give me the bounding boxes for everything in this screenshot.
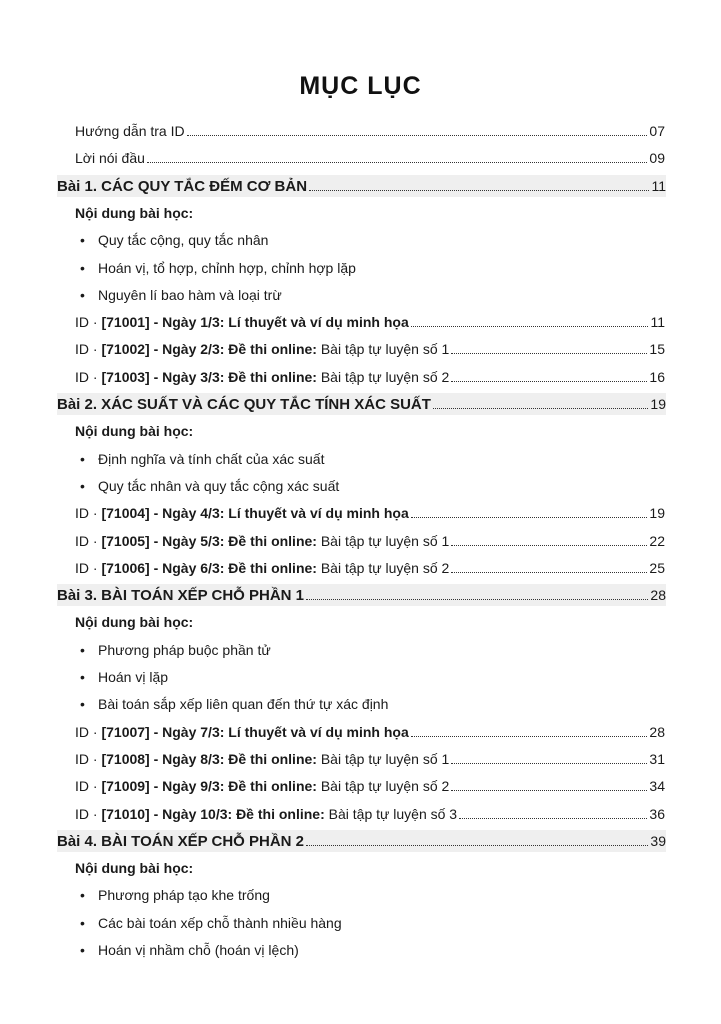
page-number: 28 [650, 587, 666, 604]
toc-entry-text [75, 122, 185, 140]
id-bold-text: [71003] - Ngày 3/3: Đề thi online: [101, 368, 317, 385]
content-label: Nội dung bài học: [75, 860, 194, 877]
lesson-heading-text [57, 585, 304, 607]
dot-leader [309, 190, 649, 191]
bullet-icon: • [80, 259, 85, 276]
bullet-text: Quy tắc nhân và quy tắc cộng xác suất [98, 477, 340, 494]
dot-leader [451, 353, 647, 354]
id-bold-text: [71006] - Ngày 6/3: Đề thi online: [101, 559, 317, 576]
bullet-item [80, 231, 268, 249]
page-number: 19 [650, 396, 666, 412]
page-number: 31 [649, 750, 665, 767]
id-entry[interactable] [75, 777, 665, 795]
dot-leader [451, 790, 647, 791]
bullet-item [80, 477, 339, 495]
dot-leader [411, 736, 648, 737]
id-entry-text [75, 504, 409, 522]
toc-entry-text [75, 149, 145, 167]
bullet-item [80, 641, 271, 659]
lesson-title: Bài 1. CÁC QUY TẮC ĐẾM CƠ BẢN [57, 177, 308, 195]
id-entry-text [75, 805, 457, 823]
page-number: 39 [650, 832, 666, 849]
id-entry-text [75, 723, 409, 741]
id-entry-text [75, 559, 449, 577]
id-entry[interactable] [75, 559, 665, 577]
entry-title: Lời nói đầu [75, 150, 145, 167]
id-normal-text: Bài tập tự luyện số 1 [316, 750, 450, 767]
lesson-title: Bài 4. BÀI TOÁN XẾP CHỖ PHẦN 2 [57, 832, 305, 850]
bullet-text: Các bài toán xếp chỗ thành nhiều hàng [98, 914, 342, 931]
lesson-heading-text [57, 176, 307, 198]
id-entry-text [75, 532, 449, 550]
id-entry[interactable] [75, 504, 665, 522]
page-number: 19 [649, 505, 665, 522]
dot-leader [451, 572, 647, 573]
id-entry-text [75, 313, 409, 331]
id-prefix: ID · [75, 723, 102, 740]
bullet-icon: • [80, 450, 85, 467]
dot-leader [187, 135, 648, 136]
id-prefix: ID · [75, 314, 102, 331]
id-entry[interactable] [75, 340, 665, 358]
id-entry[interactable] [75, 805, 665, 823]
toc-entry[interactable] [75, 149, 665, 167]
id-prefix: ID · [75, 559, 102, 576]
bullet-text: Phương pháp tạo khe trống [98, 887, 270, 904]
id-entry-text [75, 340, 449, 358]
dot-leader [459, 818, 647, 819]
id-entry-text [75, 777, 449, 795]
bullet-icon: • [80, 914, 85, 931]
lesson-heading-text [57, 831, 304, 853]
id-entry[interactable] [75, 750, 665, 768]
dot-leader [411, 517, 648, 518]
entry-title: Hướng dẫn tra ID [75, 123, 185, 139]
dot-leader [451, 763, 647, 764]
bullet-icon: • [80, 286, 85, 303]
page-number: 28 [649, 723, 665, 740]
bullet-item [80, 450, 324, 468]
bullet-text: Hoán vị, tổ hợp, chỉnh hợp, chỉnh hợp lặp [98, 259, 356, 276]
id-prefix: ID · [75, 368, 102, 385]
id-entry[interactable] [75, 368, 665, 386]
lesson-heading[interactable] [57, 584, 666, 606]
dot-leader [147, 162, 648, 163]
id-bold-text: [71005] - Ngày 5/3: Đề thi online: [101, 532, 317, 549]
bullet-text: Nguyên lí bao hàm và loại trừ [98, 286, 282, 303]
bullet-item [80, 286, 282, 304]
id-bold-text: [71009] - Ngày 9/3: Đề thi online: [101, 778, 317, 795]
bullet-icon: • [80, 942, 85, 958]
id-normal-text: Bài tập tự luyện số 2 [316, 559, 450, 576]
bullet-text: Định nghĩa và tính chất của xác suất [98, 450, 325, 467]
bullet-item [80, 668, 168, 686]
page-number: 34 [649, 778, 665, 795]
id-prefix: ID · [75, 532, 102, 549]
page-number: 09 [649, 150, 665, 167]
page-title: MỤC LỤC [299, 72, 422, 100]
bullet-item [80, 914, 342, 932]
page-number: 22 [649, 532, 665, 549]
bullet-icon: • [80, 696, 85, 713]
bullet-text: Hoán vị lặp [98, 669, 169, 685]
id-prefix: ID · [75, 805, 102, 822]
bullet-icon: • [80, 669, 85, 685]
lesson-heading[interactable] [57, 175, 666, 197]
dot-leader [306, 599, 648, 600]
toc-entry[interactable] [75, 122, 665, 140]
lesson-heading[interactable] [57, 830, 666, 852]
bullet-icon: • [80, 887, 85, 904]
page-number: 25 [649, 559, 665, 576]
id-entry-text [75, 368, 449, 386]
id-normal-text: Bài tập tự luyện số 3 [324, 805, 458, 822]
page-number: 07 [649, 123, 665, 139]
bullet-icon: • [80, 641, 85, 658]
bullet-text: Hoán vị nhầm chỗ (hoán vị lệch) [98, 942, 299, 958]
page-number: 16 [649, 368, 665, 385]
bullet-item [80, 941, 299, 959]
content-label: Nội dung bài học: [75, 204, 194, 221]
id-normal-text: Bài tập tự luyện số 1 [316, 532, 450, 549]
id-bold-text: [71002] - Ngày 2/3: Đề thi online: [101, 341, 317, 358]
lesson-heading-text [57, 394, 431, 416]
bullet-text: Phương pháp buộc phần tử [98, 641, 271, 658]
page-number: 11 [650, 314, 665, 331]
id-prefix: ID · [75, 505, 102, 522]
page-number: 11 [651, 177, 666, 194]
lesson-title: Bài 2. XÁC SUẤT VÀ CÁC QUY TẮC TÍNH XÁC SUẤT [57, 396, 431, 413]
lesson-heading[interactable] [57, 393, 666, 415]
bullet-text: Bài toán sắp xếp liên quan đến thứ tự xác định [98, 696, 389, 713]
dot-leader [451, 545, 647, 546]
page-number: 36 [649, 805, 665, 822]
id-normal-text: Bài tập tự luyện số 2 [316, 368, 450, 385]
id-entry[interactable] [75, 532, 665, 550]
id-bold-text: [71004] - Ngày 4/3: Lí thuyết và ví dụ minh họa [101, 505, 409, 522]
id-entry[interactable] [75, 313, 665, 331]
bullet-item [80, 886, 270, 904]
id-prefix: ID · [75, 778, 102, 795]
id-entry[interactable] [75, 723, 665, 741]
dot-leader [433, 408, 648, 409]
content-label: Nội dung bài học: [75, 423, 194, 440]
id-normal-text: Bài tập tự luyện số 1 [316, 341, 450, 358]
bullet-text: Quy tắc cộng, quy tắc nhân [98, 232, 269, 249]
id-entry-text [75, 750, 449, 768]
id-prefix: ID · [75, 750, 102, 767]
page-number: 15 [649, 341, 665, 358]
id-prefix: ID · [75, 341, 102, 358]
id-bold-text: [71007] - Ngày 7/3: Lí thuyết và ví dụ minh họa [101, 723, 409, 740]
lesson-title: Bài 3. BÀI TOÁN XẾP CHỖ PHẦN 1 [57, 587, 305, 605]
bullet-icon: • [80, 232, 85, 249]
content-label: Nội dung bài học: [75, 614, 194, 631]
id-bold-text: [71008] - Ngày 8/3: Đề thi online: [101, 750, 317, 767]
bullet-item [80, 259, 356, 277]
bullet-icon: • [80, 477, 85, 494]
dot-leader [451, 381, 647, 382]
id-normal-text: Bài tập tự luyện số 2 [316, 778, 450, 795]
bullet-item [80, 695, 388, 713]
dot-leader [306, 845, 648, 846]
id-bold-text: [71001] - Ngày 1/3: Lí thuyết và ví dụ minh họa [101, 314, 409, 331]
id-bold-text: [71010] - Ngày 10/3: Đề thi online: [101, 805, 325, 822]
dot-leader [411, 326, 649, 327]
